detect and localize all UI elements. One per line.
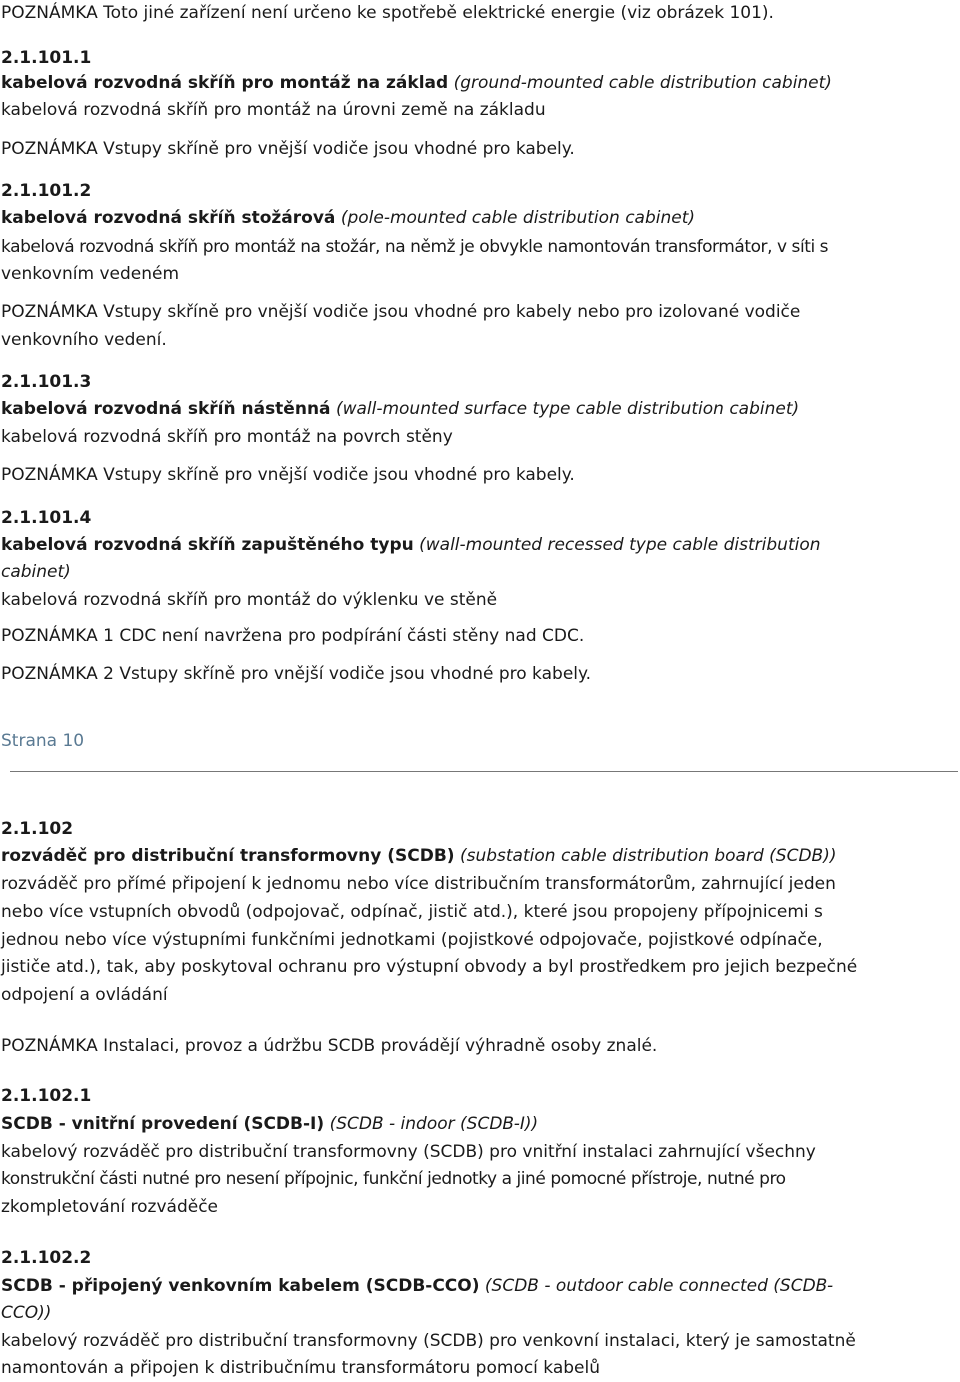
definition: kabelová rozvodná skříň pro montáž na stožár, na němž je obvykle namontován transformátor, v síti s	[1, 237, 829, 257]
entry-number: 2.1.102.1	[1, 1086, 92, 1106]
term-cz: rozváděč pro distribuční transformovny (SCDB)	[1, 846, 455, 866]
term-cz: kabelová rozvodná skříň zapuštěného typu	[1, 535, 414, 555]
note: POZNÁMKA 1 CDC není navržena pro podpírání části stěny nad CDC.	[1, 626, 585, 646]
note: POZNÁMKA Vstupy skříně pro vnější vodiče jsou vhodné pro kabely nebo pro izolované vodiče	[1, 302, 801, 322]
definition: konstrukční části nutné pro nesení přípojnic, funkční jednotky a jiné pomocné přístroje, nutné pro	[1, 1169, 786, 1189]
entry-heading	[1, 845, 836, 867]
note: POZNÁMKA Instalaci, provoz a údržbu SCDB provádějí výhradně osoby znalé.	[1, 1036, 658, 1056]
term-en: CCO))	[1, 1303, 52, 1323]
term-cz: kabelová rozvodná skříň stožárová	[1, 208, 336, 228]
page-number: Strana 10	[1, 731, 85, 751]
entry-number: 2.1.102.2	[1, 1248, 92, 1268]
entry-number: 2.1.101.3	[1, 372, 92, 392]
term-cz: kabelová rozvodná skříň pro montáž na základ	[1, 73, 449, 93]
definition: kabelový rozváděč pro distribuční transformovny (SCDB) pro vnitřní instalaci zahrnující všechny	[1, 1142, 816, 1162]
term-en: (wall-mounted surface type cable distribution cabinet)	[335, 399, 800, 419]
entry-heading	[1, 1113, 538, 1135]
entry-heading	[1, 1275, 833, 1297]
term-en: cabinet)	[1, 562, 71, 582]
entry-number: 2.1.101.1	[1, 48, 92, 68]
definition: kabelová rozvodná skříň pro montáž do výklenku ve stěně	[1, 590, 498, 610]
note: venkovního vedení.	[1, 330, 167, 350]
entry-number: 2.1.102	[1, 819, 74, 839]
definition: venkovním vedeném	[1, 264, 180, 284]
term-en: (SCDB - indoor (SCDB-I))	[329, 1114, 539, 1134]
note: POZNÁMKA 2 Vstupy skříně pro vnější vodiče jsou vhodné pro kabely.	[1, 664, 592, 684]
entry-number: 2.1.101.2	[1, 181, 92, 201]
term-en: (ground-mounted cable distribution cabinet)	[453, 73, 832, 93]
definition: jističe atd.), tak, aby poskytoval ochranu pro výstupní obvody a byl prostředkem pro jejich bezpečné	[1, 957, 858, 977]
definition: jednou nebo více výstupními funkčními jednotkami (pojistkové odpojovače, pojistkové odpínače,	[1, 930, 823, 950]
definition: namontován a připojen k distribučnímu transformátoru pomocí kabelů	[1, 1358, 601, 1378]
note: POZNÁMKA Vstupy skříně pro vnější vodiče jsou vhodné pro kabely.	[1, 139, 575, 159]
page-divider	[10, 771, 958, 772]
definition: rozváděč pro přímé připojení k jednomu nebo více distribučním transformátorům, zahrnující jeden	[1, 874, 836, 894]
entry-heading	[1, 398, 799, 420]
entry-heading	[1, 534, 821, 556]
term-en: (wall-mounted recessed type cable distribution	[419, 535, 821, 555]
entry-heading	[1, 72, 832, 94]
term-en: (pole-mounted cable distribution cabinet)	[340, 208, 696, 228]
definition: kabelový rozváděč pro distribuční transformovny (SCDB) pro venkovní instalaci, který je samostatně	[1, 1331, 856, 1351]
term-en: (SCDB - outdoor cable connected (SCDB-	[484, 1276, 834, 1296]
entry-heading	[1, 207, 695, 229]
note: POZNÁMKA Vstupy skříně pro vnější vodiče jsou vhodné pro kabely.	[1, 465, 575, 485]
definition: kabelová rozvodná skříň pro montáž na úrovni země na základu	[1, 100, 546, 120]
definition: odpojení a ovládání	[1, 985, 168, 1005]
definition: kabelová rozvodná skříň pro montáž na povrch stěny	[1, 427, 453, 447]
term-cz: SCDB - vnitřní provedení (SCDB-I)	[1, 1114, 325, 1134]
term-cz: SCDB - připojený venkovním kabelem (SCDB-CCO)	[1, 1276, 480, 1296]
definition: nebo více vstupních obvodů (odpojovač, odpínač, jistič atd.), které jsou propojeny přípojnicemi s	[1, 902, 823, 922]
term-en: (substation cable distribution board (SCDB))	[459, 846, 837, 866]
term-cz: kabelová rozvodná skříň nástěnná	[1, 399, 331, 419]
definition: zkompletování rozváděče	[1, 1197, 219, 1217]
top-note: POZNÁMKA Toto jiné zařízení není určeno ke spotřebě elektrické energie (viz obrázek 101).	[1, 3, 774, 23]
entry-number: 2.1.101.4	[1, 508, 92, 528]
